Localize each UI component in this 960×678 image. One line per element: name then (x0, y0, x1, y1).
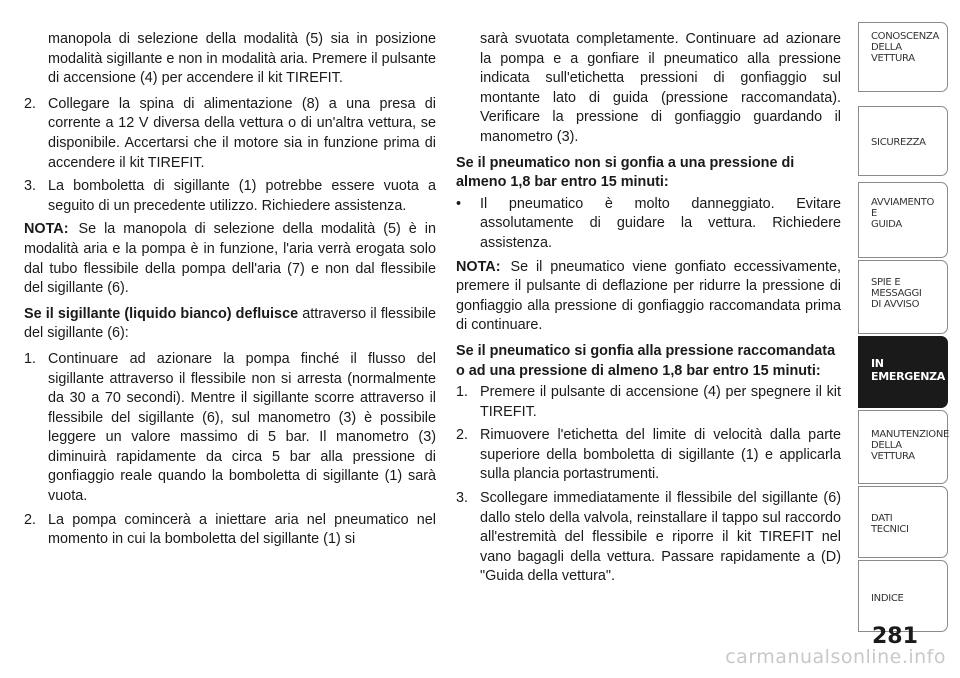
list-item-number: 2. (456, 427, 469, 444)
list-item (24, 95, 436, 173)
tab-dati-tecnici[interactable] (858, 486, 948, 558)
list-item-text: Rimuovere l'etichetta del limite di velocità dalla parte superiore della bomboletta di sigillante (1) e applicarla sulla plancia portastrumenti. (480, 427, 841, 483)
note-label: NOTA: (24, 221, 69, 238)
list-item (24, 177, 436, 216)
section-heading: Se il pneumatico si gonfia alla pressione raccomandata o ad una pressione di almeno 1,8 bar entro 15 minuti: (456, 342, 836, 379)
list-item (456, 426, 841, 485)
tab-sicurezza[interactable] (858, 106, 948, 176)
tab-label: IN EMERGENZA (871, 357, 945, 383)
tab-label: CONOSCENZA DELLA VETTURA (871, 31, 940, 64)
note-text: Se la manopola di selezione della modalità (5) è in modalità aria e la pompa è in funzione, l'aria verrà erogata solo dal tubo flessibile della pompa dell'aria (7) e non dal flessibile del sigillante (6). (24, 221, 436, 297)
right-column (456, 30, 841, 591)
sealant-heading (24, 305, 436, 344)
tab-indice[interactable] (858, 560, 948, 632)
note-label: NOTA: (456, 258, 501, 275)
continuation-paragraph: sarà svuotata completamente. Continuare ad azionare la pompa e a gonfiare il pneumatico alla pressione indicata sull'etichetta pressioni di gonfiaggio sul montante lato di guida (pressione raccomandata). Verificare la pressione di gonfiaggio guardando il manometro (3). (480, 31, 841, 145)
list-item-text: Collegare la spina di alimentazione (8) a una presa di corrente a 12 V diversa della vettura o di un'altra vettura, se disponibile. Accertarsi che il motore sia in funzione prima di accendere il kit TIREFIT. (48, 95, 436, 171)
steps-list-3 (456, 383, 841, 587)
sealant-heading-bold: Se il sigillante (liquido bianco) defluisce (24, 305, 299, 322)
note-paragraph (24, 220, 436, 298)
list-item-text: La pompa comincerà a iniettare aria nel pneumatico nel momento in cui la bomboletta del sigillante (1) si (48, 511, 436, 548)
list-item (456, 383, 841, 422)
list-item (24, 511, 436, 550)
list-item-number: 3. (24, 178, 37, 195)
watermark: carmanualsonline.info (725, 646, 946, 668)
note-paragraph (456, 258, 841, 336)
intro-paragraph: manopola di selezione della modalità (5) sia in posizione modalità sigillante e non in modalità aria. Premere il pulsante di accensione (4) per accendere il kit TIREFIT. (48, 31, 436, 87)
bullet-icon: • (456, 195, 462, 212)
tab-spie-messaggi[interactable] (858, 260, 948, 334)
tab-conoscenza-vettura[interactable] (858, 22, 948, 92)
steps-list-2 (24, 350, 436, 550)
tab-label: SPIE E MESSAGGI DI AVVISO (871, 277, 922, 310)
list-item-number: 3. (456, 490, 469, 507)
sealant-heading-rest: attraverso il flessibile del sigillante (6): (24, 305, 437, 342)
bullet-item (456, 195, 841, 254)
list-item-text: Premere il pulsante di accensione (4) per spegnere il kit TIREFIT. (480, 384, 841, 420)
page-number: 281 (872, 624, 918, 649)
list-item (24, 350, 436, 507)
note-text: Se il pneumatico viene gonfiato eccessivamente, premere il pulsante di deflazione per ridurre la pressione di gonfiaggio alla pressione di gonfiaggio raccomandata prima di continuare. (456, 258, 841, 334)
tab-label: DATI TECNICI (871, 513, 909, 535)
tab-avviamento-guida[interactable] (858, 182, 948, 258)
list-item-number: 2. (24, 95, 37, 112)
list-item-text: La bomboletta di sigillante (1) potrebbe essere vuota a seguito di un precedente utilizzo. Richiedere assistenza. (48, 178, 436, 214)
section-heading: Se il pneumatico non si gonfia a una pressione di almeno 1,8 bar entro 15 minuti: (456, 154, 795, 191)
list-item-number: 2. (24, 511, 37, 528)
steps-list-1 (24, 95, 436, 217)
tab-in-emergenza[interactable] (858, 336, 948, 408)
list-item-text: Continuare ad azionare la pompa finché il flusso del sigillante attraverso il flessibile non si arresta (normalmente da 30 a 70 secondi). Mentre il sigillante scorre attraverso il flessibile del sigillante (6), sul manometro (3) è possibile leggere un valore massimo di 5 bar. Il manometro (3) diminuirà rapidamente da circa 5 bar alla pressione di gonfiaggio reale quando la bomboletta di sigillante (1) sarà vuota. (48, 350, 436, 505)
tab-manutenzione[interactable] (858, 410, 948, 484)
tab-label: AVVIAMENTO E GUIDA (871, 197, 935, 230)
list-item-number: 1. (24, 350, 37, 367)
bullet-text: Il pneumatico è molto danneggiato. Evitare assolutamente di guidare la vettura. Richiedere assistenza. (480, 195, 841, 251)
list-item-number: 1. (456, 384, 469, 401)
tab-label: SICUREZZA (871, 137, 926, 148)
list-item (456, 489, 841, 587)
left-column (24, 30, 436, 554)
tab-label: MANUTENZIONE DELLA VETTURA (871, 429, 950, 462)
tab-label: INDICE (871, 593, 904, 604)
chapter-tabs (858, 22, 948, 622)
list-item-text: Scollegare immediatamente il flessibile del sigillante (6) dallo stelo della valvola, reinstallare il tappo sul raccordo all'estremità del flessibile e riporre il kit TIREFIT nel vano bagagli della vettura. Passare rapidamente a (D) "Guida della vettura". (480, 490, 841, 585)
